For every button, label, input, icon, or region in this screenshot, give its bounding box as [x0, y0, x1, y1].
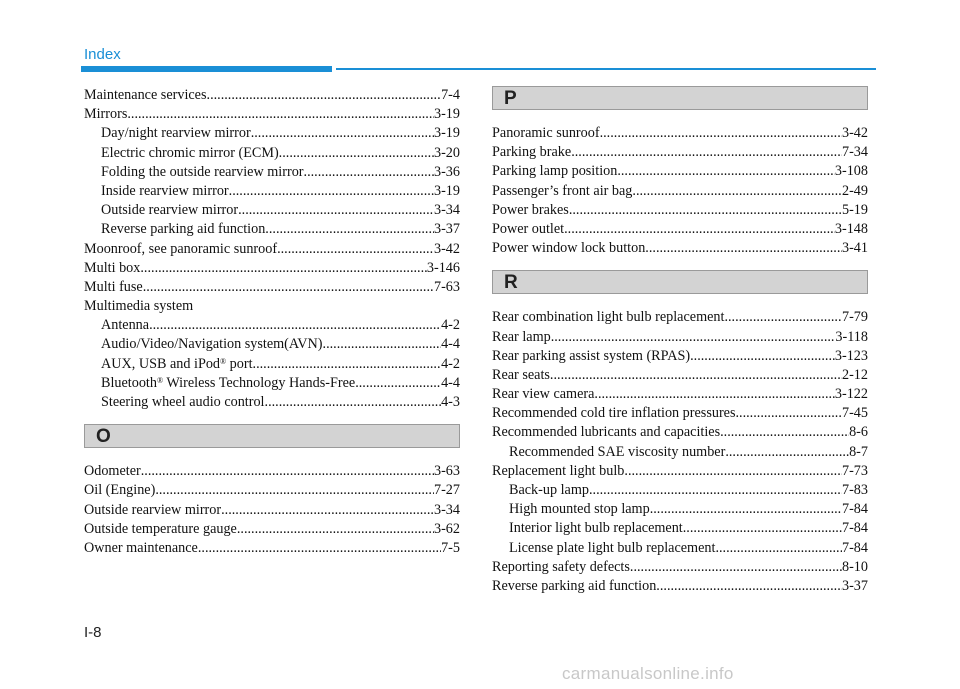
index-entry — [492, 481, 868, 500]
dot-leader — [617, 162, 835, 181]
entry-page-ref: 3-148 — [834, 220, 868, 237]
dot-leader — [140, 259, 427, 278]
entry-page-ref: 3-37 — [433, 221, 460, 238]
dot-leader — [277, 240, 434, 259]
entry-page-ref: 5-19 — [841, 201, 868, 218]
dot-leader — [715, 539, 842, 558]
entry-page-ref: 4-4 — [441, 336, 460, 353]
entry-title: Replacement light bulb — [492, 462, 625, 479]
entry-page-ref: 7-45 — [841, 405, 868, 422]
index-entry — [492, 220, 868, 239]
entry-page-ref: 3-19 — [433, 125, 460, 142]
index-entry — [492, 558, 868, 577]
dot-leader — [149, 316, 441, 335]
dot-leader — [569, 201, 842, 220]
index-entry — [84, 201, 460, 220]
entry-page-ref: 3-20 — [433, 144, 460, 161]
entry-title: Maintenance services — [84, 87, 207, 103]
entry-title: Outside rearview mirror — [101, 202, 239, 219]
index-entry — [84, 481, 460, 500]
entry-title: Recommended SAE viscosity number — [509, 443, 726, 460]
entry-page-ref: 3-19 — [433, 106, 460, 123]
dot-leader — [725, 443, 849, 462]
entry-title: Parking lamp position — [492, 163, 618, 180]
entry-page-ref: 4-3 — [441, 394, 460, 410]
index-entry — [492, 366, 868, 385]
index-entry — [84, 278, 460, 297]
dot-leader — [127, 105, 434, 124]
index-header-title: Index — [84, 46, 121, 63]
entry-title: Panoramic sunroof — [492, 125, 600, 141]
entry-title: Rear parking assist system (RPAS) — [492, 347, 691, 364]
entry-title: Mirrors — [84, 106, 128, 123]
entry-title: Reverse parking aid function — [101, 221, 266, 238]
dot-leader — [207, 86, 442, 105]
index-entry — [492, 443, 868, 462]
dot-leader — [237, 520, 434, 539]
registered-mark: ® — [220, 356, 227, 366]
entry-title: Outside temperature gauge — [84, 520, 237, 537]
dot-leader — [650, 500, 842, 519]
dot-leader — [229, 182, 434, 201]
index-entry — [84, 144, 460, 163]
entry-page-ref: 4-4 — [441, 374, 460, 391]
index-entry — [84, 539, 460, 558]
dot-leader — [279, 144, 434, 163]
index-entry — [492, 347, 868, 366]
dot-leader — [594, 385, 834, 404]
dot-leader — [550, 366, 842, 385]
entry-title: Owner maintenance — [84, 539, 198, 556]
right-column — [492, 86, 868, 596]
index-entry — [84, 259, 460, 278]
index-entry — [492, 201, 868, 220]
entry-title: Moonroof, see panoramic sunroof — [84, 240, 278, 257]
entry-page-ref: 3-108 — [834, 163, 868, 180]
entry-page-ref: 8-7 — [849, 443, 868, 460]
index-entry — [84, 163, 460, 182]
index-list-m — [84, 86, 460, 412]
index-entry — [492, 328, 868, 347]
entry-page-ref: 2-49 — [841, 182, 868, 199]
index-entry — [84, 520, 460, 539]
entry-page-ref: 3-62 — [433, 520, 460, 537]
entry-title: Power window lock button — [492, 240, 646, 257]
index-entry — [84, 182, 460, 201]
entry-title: Reverse parking aid function — [492, 577, 657, 594]
index-list-p — [492, 124, 868, 258]
entry-page-ref: 7-79 — [841, 309, 868, 326]
index-list-o — [84, 462, 460, 558]
entry-title: Oil (Engine) — [84, 482, 156, 499]
entry-title: Rear lamp — [492, 328, 551, 345]
section-letter: R — [504, 272, 518, 294]
entry-page-ref: 3-19 — [433, 182, 460, 199]
entry-page-ref: 3-37 — [841, 577, 868, 594]
entry-title: Back-up lamp — [509, 482, 589, 498]
dot-leader — [683, 519, 842, 538]
dot-leader — [155, 481, 434, 500]
entry-page-ref: 7-84 — [841, 501, 868, 518]
entry-page-ref: 7-63 — [433, 278, 460, 295]
index-list-r — [492, 308, 868, 596]
dot-leader — [656, 577, 842, 596]
index-entry — [84, 297, 460, 316]
index-entry — [84, 355, 460, 374]
entry-title: Parking brake — [492, 144, 572, 161]
entry-page-ref: 3-146 — [426, 259, 460, 276]
index-entry — [84, 220, 460, 239]
entry-title: Interior light bulb replacement — [509, 520, 683, 537]
entry-title: Rear seats — [492, 366, 550, 383]
section-header-r — [492, 270, 868, 294]
entry-page-ref: 7-34 — [841, 144, 868, 161]
index-entry — [84, 335, 460, 354]
entry-page-ref: 2-12 — [841, 366, 868, 383]
dot-leader — [690, 347, 835, 366]
dot-leader — [304, 163, 434, 182]
entry-page-ref: 7-5 — [441, 539, 460, 556]
index-entry — [492, 423, 868, 442]
entry-title: License plate light bulb replacement — [509, 539, 716, 556]
entry-title: Antenna — [101, 317, 150, 334]
entry-page-ref: 3-42 — [433, 240, 460, 257]
dot-leader — [551, 328, 836, 347]
index-entry — [492, 308, 868, 327]
dot-leader — [724, 308, 842, 327]
entry-page-ref: 4-2 — [441, 355, 460, 372]
entry-title: Inside rearview mirror — [101, 182, 229, 199]
entry-page-ref: 4-2 — [441, 317, 460, 334]
index-entry — [84, 86, 460, 105]
entry-title: Audio/Video/Navigation system(AVN) — [101, 336, 323, 353]
entry-title: Rear combination light bulb replacement — [492, 309, 725, 326]
dot-leader — [265, 393, 442, 412]
dot-leader — [571, 143, 842, 162]
entry-page-ref: 3-63 — [433, 463, 460, 480]
entry-title: Power outlet — [492, 220, 565, 237]
entry-page-ref: 7-84 — [841, 539, 868, 556]
index-entry — [84, 316, 460, 335]
index-entry — [492, 404, 868, 423]
entry-title: Multi fuse — [84, 278, 143, 295]
index-entry — [84, 124, 460, 143]
dot-leader — [141, 462, 434, 481]
entry-page-ref: 3-42 — [841, 125, 868, 141]
dot-leader — [630, 558, 842, 577]
entry-title: Power brakes — [492, 201, 569, 218]
entry-page-ref: 7-27 — [433, 482, 460, 499]
entry-page-ref: 3-34 — [433, 202, 460, 219]
dot-leader — [355, 374, 441, 393]
dot-leader — [238, 201, 434, 220]
index-entry — [492, 500, 868, 519]
entry-title: Day/night rearview mirror — [101, 125, 251, 142]
dot-leader — [720, 423, 849, 442]
entry-page-ref: 8-6 — [849, 424, 868, 441]
dot-leader — [265, 220, 434, 239]
entry-title: Electric chromic mirror (ECM) — [101, 144, 279, 161]
entry-title: Reporting safety defects — [492, 558, 630, 575]
entry-title: Steering wheel audio control — [101, 394, 265, 410]
index-entry — [84, 393, 460, 412]
section-letter: P — [504, 88, 517, 109]
entry-title: Odometer — [84, 463, 141, 480]
entry-title: Rear view camera — [492, 386, 595, 403]
index-entry — [492, 162, 868, 181]
entry-page-ref: 3-118 — [835, 328, 868, 345]
index-entry — [492, 239, 868, 258]
entry-page-ref: 3-123 — [834, 347, 868, 364]
entry-title: Recommended lubricants and capacities — [492, 424, 721, 441]
index-entry — [492, 143, 868, 162]
dot-leader — [735, 404, 842, 423]
index-entry — [84, 105, 460, 124]
entry-title: Recommended cold tire inflation pressures — [492, 405, 736, 422]
entry-title: Multimedia system — [84, 298, 194, 315]
entry-page-ref: 3-34 — [433, 501, 460, 518]
entry-title: Passenger’s front air bag — [492, 182, 633, 199]
dot-leader — [221, 501, 434, 520]
left-column — [84, 86, 460, 558]
entry-title: Outside rearview mirror — [84, 501, 222, 518]
dot-leader — [564, 220, 835, 239]
entry-title: Bluetooth® Wireless Technology Hands-Free — [101, 374, 356, 391]
section-letter: O — [96, 426, 111, 448]
section-header-p — [492, 86, 868, 110]
entry-page-ref: 7-83 — [841, 482, 868, 498]
entry-page-ref: 7-73 — [841, 462, 868, 479]
entry-title: AUX, USB and iPod® port — [101, 355, 253, 372]
entry-page-ref: 3-41 — [841, 240, 868, 257]
dot-leader — [323, 335, 442, 354]
section-header-o — [84, 424, 460, 448]
index-entry — [84, 374, 460, 393]
index-entry — [84, 462, 460, 481]
index-entry — [84, 501, 460, 520]
registered-mark: ® — [156, 375, 164, 385]
index-entry — [492, 519, 868, 538]
entry-title: Folding the outside rearview mirror — [101, 163, 304, 180]
entry-page-ref: 7-84 — [841, 520, 868, 537]
header-accent-bar — [81, 66, 332, 72]
dot-leader — [645, 239, 842, 258]
dot-leader — [198, 539, 441, 558]
entry-page-ref: 8-10 — [841, 558, 868, 575]
page-number: I-8 — [84, 624, 102, 641]
watermark-text: carmanualsonline.info — [562, 664, 734, 683]
dot-leader — [589, 481, 842, 500]
dot-leader — [143, 278, 434, 297]
dot-leader — [632, 182, 842, 201]
entry-page-ref: 3-122 — [834, 386, 868, 403]
index-entry — [492, 577, 868, 596]
dot-leader — [253, 355, 442, 374]
entry-title: Multi box — [84, 259, 141, 276]
entry-page-ref: 3-36 — [433, 163, 460, 180]
dot-leader — [624, 462, 842, 481]
dot-leader — [251, 124, 434, 143]
index-entry — [492, 539, 868, 558]
index-entry — [492, 124, 868, 143]
index-entry — [84, 240, 460, 259]
dot-leader — [600, 124, 842, 143]
index-entry — [492, 182, 868, 201]
header-rule-line — [336, 68, 876, 70]
index-entry — [492, 462, 868, 481]
index-entry — [492, 385, 868, 404]
entry-title: High mounted stop lamp — [509, 501, 650, 518]
entry-page-ref: 7-4 — [441, 87, 460, 103]
